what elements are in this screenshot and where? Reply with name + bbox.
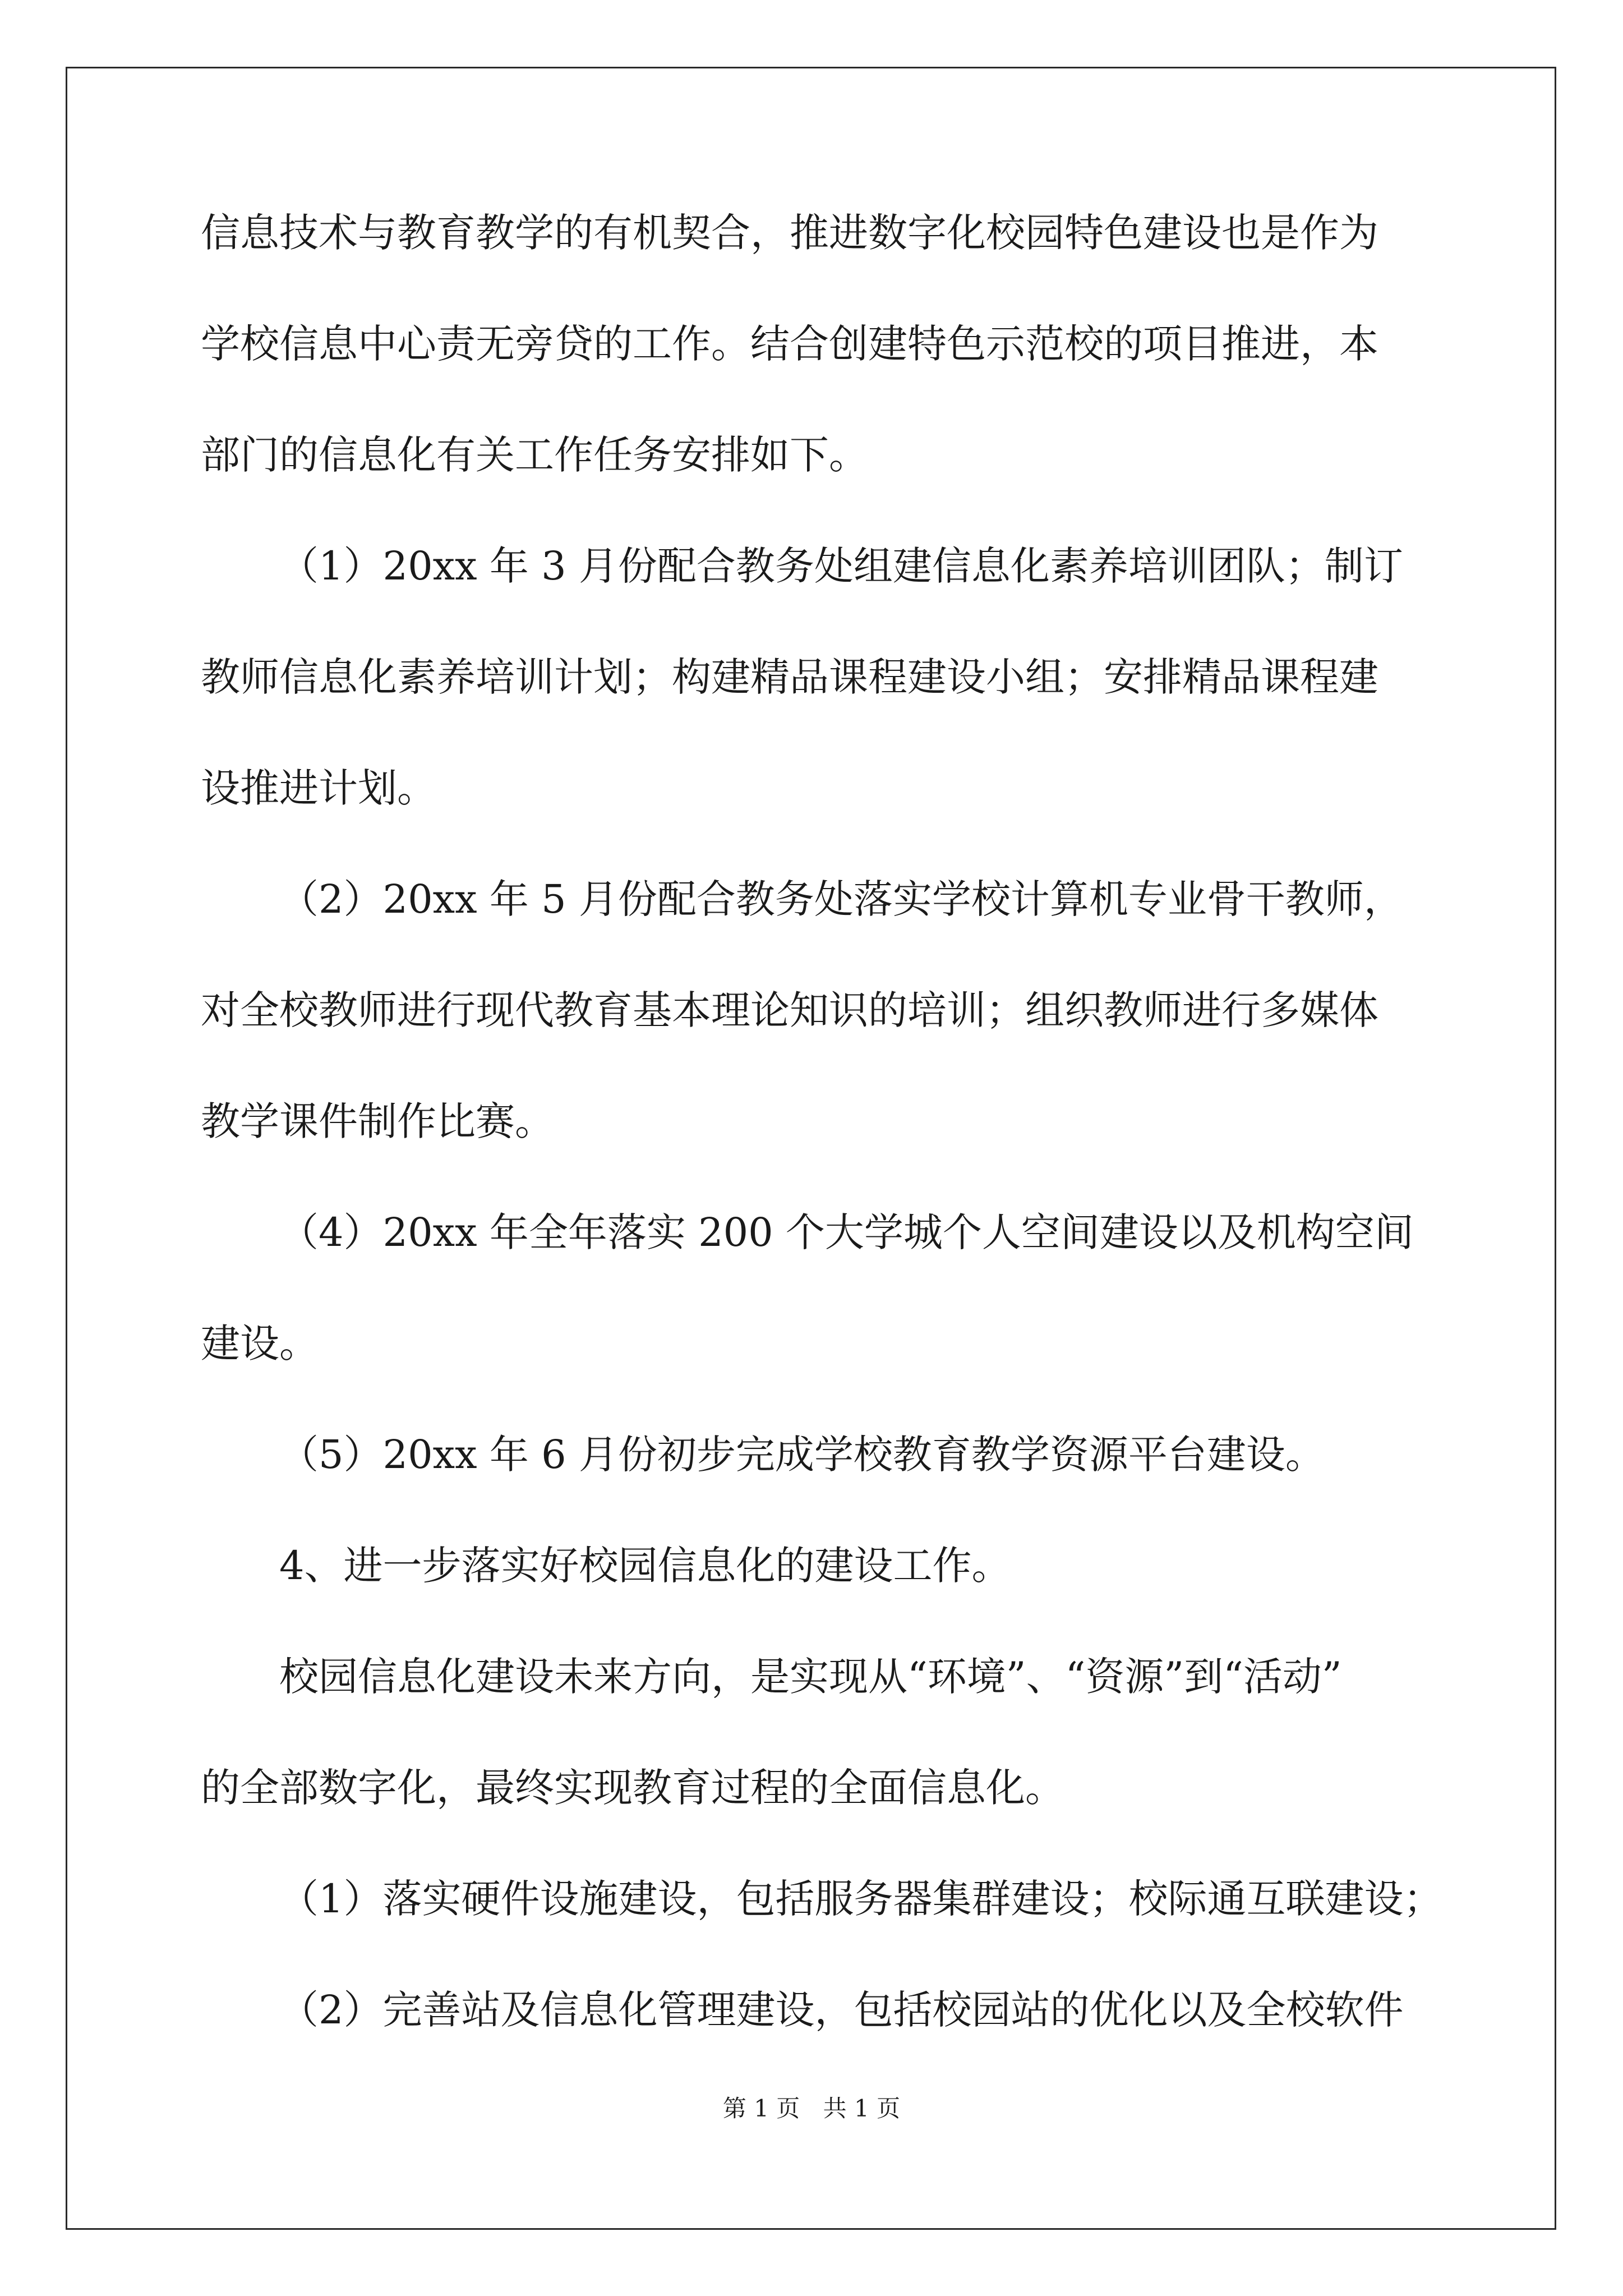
paragraph-intro-line-3: 部门的信息化有关工作任务安排如下。 xyxy=(201,432,868,478)
item-5-line-1: （5）20xx 年 6 月份初步完成学校教育教学资源平台建设。 xyxy=(279,1432,1325,1478)
item-1-line-3: 设推进计划。 xyxy=(201,765,436,811)
item-1-line-2: 教师信息化素养培训计划；构建精品课程建设小组；安排精品课程建 xyxy=(201,654,1378,700)
page-number: 第 1 页 xyxy=(722,2095,800,2122)
paragraph-intro-line-2: 学校信息中心责无旁贷的工作。结合创建特色示范校的项目推进，本 xyxy=(201,321,1378,367)
page-footer xyxy=(0,2097,1623,2120)
sub-item-2-line-1: （2）完善站及信息化管理建设，包括校园站的优化以及全校软件 xyxy=(279,1987,1404,2033)
item-1-line-1: （1）20xx 年 3 月份配合教务处组建信息化素养培训团队；制订 xyxy=(279,543,1403,589)
item-2-line-3: 教学课件制作比赛。 xyxy=(201,1098,554,1144)
item-2-line-2: 对全校教师进行现代教育基本理论知识的培训；组织教师进行多媒体 xyxy=(201,987,1378,1033)
section-4-body-line-1: 校园信息化建设未来方向，是实现从“环境”、“资源”到“活动” xyxy=(279,1654,1342,1700)
sub-item-1-line-1: （1）落实硬件设施建设，包括服务器集群建设；校际通互联建设； xyxy=(279,1876,1443,1922)
page-total: 共 1 页 xyxy=(823,2095,901,2122)
item-4-line-2: 建设。 xyxy=(201,1320,319,1366)
item-4-line-1: （4）20xx 年全年落实 200 个大学城个人空间建设以及机构空间 xyxy=(279,1209,1414,1255)
section-4-heading: 4、进一步落实好校园信息化的建设工作。 xyxy=(279,1543,1011,1589)
paragraph-intro-line-1: 信息技术与教育教学的有机契合，推进数字化校园特色建设也是作为 xyxy=(201,210,1378,256)
item-2-line-1: （2）20xx 年 5 月份配合教务处落实学校计算机专业骨干教师， xyxy=(279,876,1403,922)
section-4-body-line-2: 的全部数字化，最终实现教育过程的全面信息化。 xyxy=(201,1765,1064,1811)
